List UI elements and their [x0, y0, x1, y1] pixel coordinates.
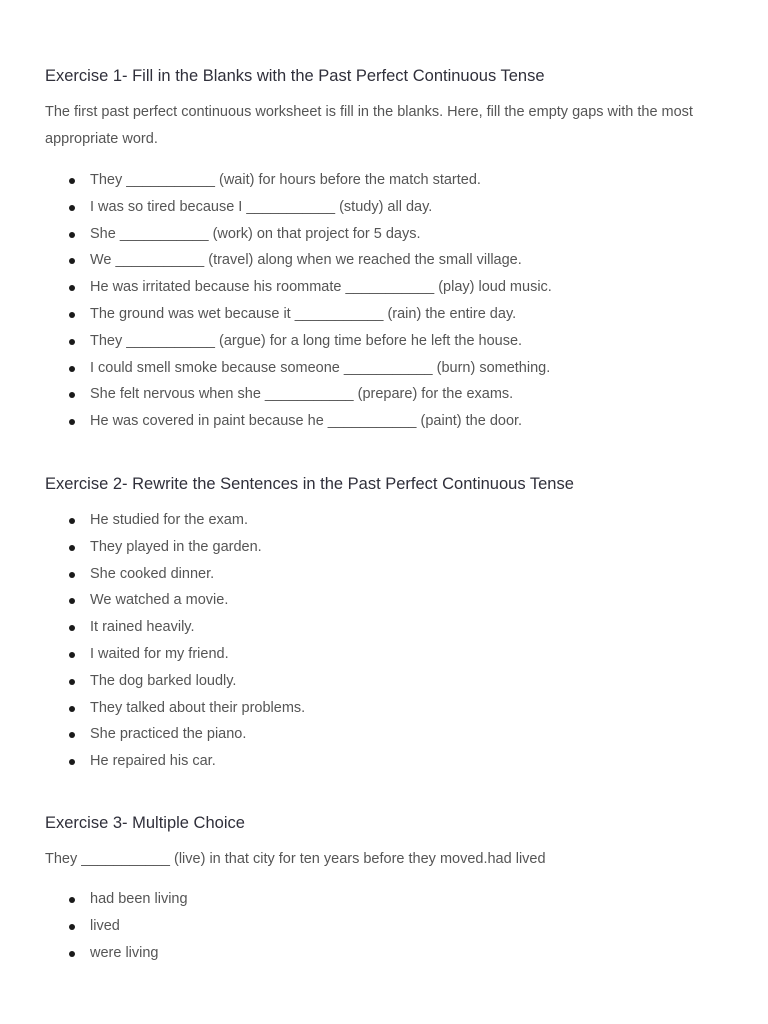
list-item-text: They played in the garden. — [90, 538, 262, 555]
exercise3-question: They ___________ (live) in that city for ten years before they moved.had lived — [45, 851, 546, 867]
list-item-text: He was covered in paint because he ___________ (paint) the door. — [90, 413, 523, 430]
option-text: lived — [90, 917, 120, 934]
list-item — [0, 221, 552, 248]
bullet-icon — [69, 545, 75, 551]
list-item — [0, 886, 188, 913]
list-item — [0, 561, 305, 588]
exercise2-list — [0, 507, 305, 775]
bullet-icon — [69, 419, 75, 425]
list-item — [0, 614, 305, 641]
list-item-text: The dog barked loudly. — [90, 672, 237, 689]
bullet-icon — [69, 285, 75, 291]
bullet-icon — [69, 759, 75, 765]
list-item-text: He repaired his car. — [90, 753, 216, 770]
bullet-icon — [69, 205, 75, 211]
bullet-icon — [69, 951, 75, 957]
list-item — [0, 301, 552, 328]
list-item — [0, 408, 552, 435]
bullet-icon — [69, 598, 75, 604]
bullet-icon — [69, 312, 75, 318]
list-item — [0, 940, 188, 967]
list-item-text: I waited for my friend. — [90, 645, 229, 662]
list-item — [0, 328, 552, 355]
list-item — [0, 167, 552, 194]
bullet-icon — [69, 652, 75, 658]
exercise1-intro: The first past perfect continuous worksheet is fill in the blanks. Here, fill the empty gaps with the most appropriate word. — [45, 104, 693, 147]
list-item-text: They ___________ (wait) for hours before the match started. — [90, 172, 481, 188]
bullet-icon — [69, 232, 75, 238]
list-item — [0, 507, 305, 534]
list-item — [0, 913, 188, 940]
list-item — [0, 721, 305, 748]
exercise3-options — [0, 886, 188, 966]
list-item — [0, 381, 552, 408]
list-item — [0, 695, 305, 722]
bullet-icon — [69, 625, 75, 631]
list-item-text: She felt nervous when she ___________ (prepare) for the exams. — [90, 386, 514, 403]
list-item-text: They ___________ (argue) for a long time before he left the house. — [90, 332, 523, 349]
bullet-icon — [69, 258, 75, 264]
exercise2-heading: Exercise 2- Rewrite the Sentences in the Past Perfect Continuous Tense — [45, 475, 574, 493]
bullet-icon — [69, 897, 75, 903]
option-text: were living — [90, 944, 159, 961]
list-item — [0, 534, 305, 561]
list-item-text: She practiced the piano. — [90, 726, 247, 743]
bullet-icon — [69, 392, 75, 398]
list-item-text: We ___________ (travel) along when we reached the small village. — [90, 252, 522, 269]
list-item-text: He studied for the exam. — [90, 512, 248, 528]
bullet-icon — [69, 924, 75, 930]
list-item — [0, 748, 305, 775]
bullet-icon — [69, 679, 75, 685]
list-item-text: It rained heavily. — [90, 619, 195, 636]
list-item — [0, 668, 305, 695]
bullet-icon — [69, 366, 75, 372]
list-item-text: He was irritated because his roommate ___________ (play) loud music. — [90, 279, 552, 296]
list-item-text: They talked about their problems. — [90, 699, 306, 716]
bullet-icon — [69, 339, 75, 345]
bullet-icon — [69, 706, 75, 712]
list-item-text: I could smell smoke because someone ___________ (burn) something. — [90, 359, 551, 376]
list-item — [0, 641, 305, 668]
list-item — [0, 194, 552, 221]
list-item-text: We watched a movie. — [90, 592, 229, 609]
list-item-text: She ___________ (work) on that project for 5 days. — [90, 225, 421, 242]
bullet-icon — [69, 178, 75, 184]
exercise3-heading: Exercise 3- Multiple Choice — [45, 814, 245, 832]
exercise1-list — [0, 167, 552, 435]
list-item — [0, 587, 305, 614]
option-text: had been living — [90, 891, 188, 907]
bullet-icon — [69, 572, 75, 578]
list-item — [0, 247, 552, 274]
bullet-icon — [69, 732, 75, 738]
list-item-text: The ground was wet because it ___________ (rain) the entire day. — [90, 305, 517, 322]
list-item-text: She cooked dinner. — [90, 565, 215, 582]
bullet-icon — [69, 518, 75, 524]
list-item — [0, 274, 552, 301]
list-item — [0, 355, 552, 382]
exercise1-heading: Exercise 1- Fill in the Blanks with the Past Perfect Continuous Tense — [45, 67, 545, 85]
list-item-text: I was so tired because I ___________ (study) all day. — [90, 198, 433, 215]
